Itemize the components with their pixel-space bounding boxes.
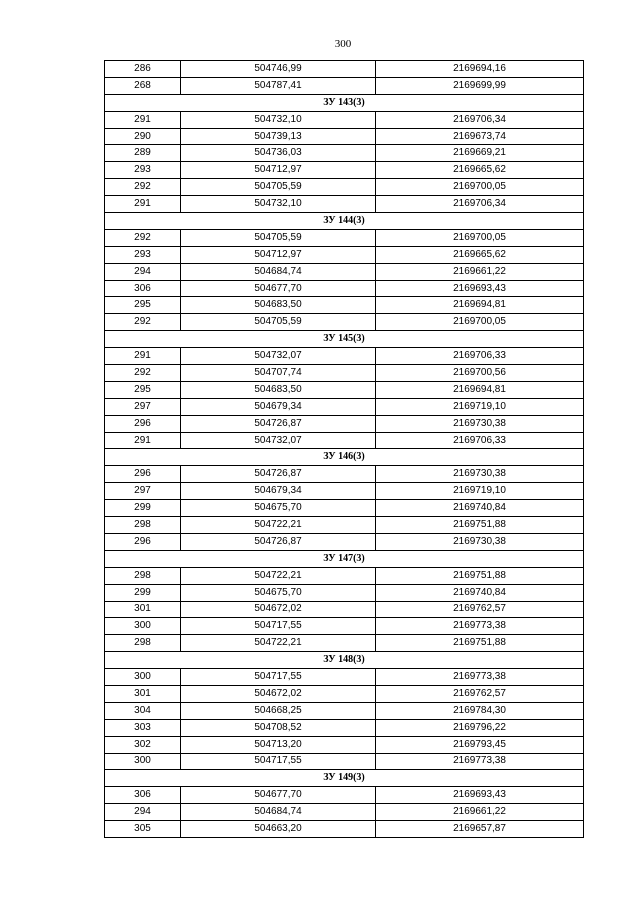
point-number-cell: 305 xyxy=(105,821,181,838)
point-number-cell: 298 xyxy=(105,635,181,652)
table-row xyxy=(105,500,584,517)
table-row xyxy=(105,145,584,162)
x-coordinate-cell: 504722,21 xyxy=(181,567,376,584)
table-row xyxy=(105,685,584,702)
point-number-cell: 300 xyxy=(105,669,181,686)
y-coordinate-cell: 2169669,21 xyxy=(376,145,584,162)
y-coordinate-cell: 2169694,16 xyxy=(376,61,584,78)
x-coordinate-cell: 504677,70 xyxy=(181,787,376,804)
point-number-cell: 298 xyxy=(105,567,181,584)
section-title: ЗУ 149(3) xyxy=(105,770,584,787)
x-coordinate-cell: 504739,13 xyxy=(181,128,376,145)
point-number-cell: 302 xyxy=(105,736,181,753)
point-number-cell: 291 xyxy=(105,432,181,449)
x-coordinate-cell: 504732,07 xyxy=(181,432,376,449)
table-row xyxy=(105,804,584,821)
y-coordinate-cell: 2169700,05 xyxy=(376,179,584,196)
point-number-cell: 293 xyxy=(105,162,181,179)
y-coordinate-cell: 2169751,88 xyxy=(376,517,584,534)
table-row xyxy=(105,61,584,78)
table-row xyxy=(105,229,584,246)
x-coordinate-cell: 504705,59 xyxy=(181,229,376,246)
point-number-cell: 292 xyxy=(105,314,181,331)
coordinates-table-body xyxy=(105,61,584,838)
x-coordinate-cell: 504679,34 xyxy=(181,398,376,415)
section-header-row xyxy=(105,449,584,466)
table-row xyxy=(105,314,584,331)
point-number-cell: 299 xyxy=(105,500,181,517)
x-coordinate-cell: 504717,55 xyxy=(181,618,376,635)
x-coordinate-cell: 504712,97 xyxy=(181,246,376,263)
point-number-cell: 294 xyxy=(105,804,181,821)
y-coordinate-cell: 2169665,62 xyxy=(376,246,584,263)
point-number-cell: 297 xyxy=(105,398,181,415)
point-number-cell: 303 xyxy=(105,719,181,736)
section-title: ЗУ 143(3) xyxy=(105,94,584,111)
point-number-cell: 297 xyxy=(105,483,181,500)
x-coordinate-cell: 504713,20 xyxy=(181,736,376,753)
table-row xyxy=(105,736,584,753)
x-coordinate-cell: 504712,97 xyxy=(181,162,376,179)
table-row xyxy=(105,398,584,415)
point-number-cell: 291 xyxy=(105,196,181,213)
point-number-cell: 291 xyxy=(105,348,181,365)
y-coordinate-cell: 2169762,57 xyxy=(376,685,584,702)
table-row xyxy=(105,719,584,736)
table-row xyxy=(105,533,584,550)
table-row xyxy=(105,483,584,500)
point-number-cell: 304 xyxy=(105,702,181,719)
y-coordinate-cell: 2169730,38 xyxy=(376,466,584,483)
x-coordinate-cell: 504726,87 xyxy=(181,415,376,432)
x-coordinate-cell: 504663,20 xyxy=(181,821,376,838)
table-row xyxy=(105,821,584,838)
section-title: ЗУ 147(3) xyxy=(105,550,584,567)
y-coordinate-cell: 2169773,38 xyxy=(376,753,584,770)
y-coordinate-cell: 2169693,43 xyxy=(376,787,584,804)
x-coordinate-cell: 504684,74 xyxy=(181,263,376,280)
x-coordinate-cell: 504708,52 xyxy=(181,719,376,736)
point-number-cell: 296 xyxy=(105,415,181,432)
y-coordinate-cell: 2169673,74 xyxy=(376,128,584,145)
table-row xyxy=(105,618,584,635)
table-row xyxy=(105,263,584,280)
table-row xyxy=(105,162,584,179)
table-row xyxy=(105,517,584,534)
x-coordinate-cell: 504679,34 xyxy=(181,483,376,500)
point-number-cell: 296 xyxy=(105,466,181,483)
x-coordinate-cell: 504683,50 xyxy=(181,381,376,398)
x-coordinate-cell: 504717,55 xyxy=(181,753,376,770)
section-header-row xyxy=(105,652,584,669)
y-coordinate-cell: 2169719,10 xyxy=(376,398,584,415)
y-coordinate-cell: 2169665,62 xyxy=(376,162,584,179)
y-coordinate-cell: 2169751,88 xyxy=(376,635,584,652)
y-coordinate-cell: 2169740,84 xyxy=(376,500,584,517)
section-title: ЗУ 146(3) xyxy=(105,449,584,466)
y-coordinate-cell: 2169796,22 xyxy=(376,719,584,736)
table-row xyxy=(105,179,584,196)
point-number-cell: 301 xyxy=(105,601,181,618)
y-coordinate-cell: 2169694,81 xyxy=(376,381,584,398)
point-number-cell: 299 xyxy=(105,584,181,601)
point-number-cell: 268 xyxy=(105,77,181,94)
x-coordinate-cell: 504732,07 xyxy=(181,348,376,365)
x-coordinate-cell: 504732,10 xyxy=(181,111,376,128)
x-coordinate-cell: 504672,02 xyxy=(181,685,376,702)
x-coordinate-cell: 504705,59 xyxy=(181,314,376,331)
table-row xyxy=(105,365,584,382)
x-coordinate-cell: 504746,99 xyxy=(181,61,376,78)
y-coordinate-cell: 2169693,43 xyxy=(376,280,584,297)
section-header-row xyxy=(105,94,584,111)
x-coordinate-cell: 504672,02 xyxy=(181,601,376,618)
y-coordinate-cell: 2169694,81 xyxy=(376,297,584,314)
x-coordinate-cell: 504677,70 xyxy=(181,280,376,297)
y-coordinate-cell: 2169730,38 xyxy=(376,415,584,432)
table-row xyxy=(105,111,584,128)
table-row xyxy=(105,584,584,601)
point-number-cell: 289 xyxy=(105,145,181,162)
point-number-cell: 292 xyxy=(105,365,181,382)
x-coordinate-cell: 504717,55 xyxy=(181,669,376,686)
table-row xyxy=(105,753,584,770)
x-coordinate-cell: 504722,21 xyxy=(181,635,376,652)
y-coordinate-cell: 2169793,45 xyxy=(376,736,584,753)
table-row xyxy=(105,635,584,652)
point-number-cell: 292 xyxy=(105,179,181,196)
x-coordinate-cell: 504726,87 xyxy=(181,533,376,550)
point-number-cell: 290 xyxy=(105,128,181,145)
y-coordinate-cell: 2169706,34 xyxy=(376,196,584,213)
y-coordinate-cell: 2169773,38 xyxy=(376,669,584,686)
table-row xyxy=(105,567,584,584)
x-coordinate-cell: 504675,70 xyxy=(181,500,376,517)
point-number-cell: 295 xyxy=(105,297,181,314)
table-row xyxy=(105,702,584,719)
point-number-cell: 301 xyxy=(105,685,181,702)
x-coordinate-cell: 504675,70 xyxy=(181,584,376,601)
table-row xyxy=(105,669,584,686)
x-coordinate-cell: 504705,59 xyxy=(181,179,376,196)
point-number-cell: 291 xyxy=(105,111,181,128)
y-coordinate-cell: 2169661,22 xyxy=(376,804,584,821)
table-row xyxy=(105,348,584,365)
point-number-cell: 294 xyxy=(105,263,181,280)
x-coordinate-cell: 504684,74 xyxy=(181,804,376,821)
x-coordinate-cell: 504732,10 xyxy=(181,196,376,213)
table-row xyxy=(105,77,584,94)
y-coordinate-cell: 2169700,05 xyxy=(376,229,584,246)
x-coordinate-cell: 504722,21 xyxy=(181,517,376,534)
table-row xyxy=(105,196,584,213)
x-coordinate-cell: 504707,74 xyxy=(181,365,376,382)
section-title: ЗУ 148(3) xyxy=(105,652,584,669)
point-number-cell: 292 xyxy=(105,229,181,246)
table-row xyxy=(105,601,584,618)
table-row xyxy=(105,128,584,145)
y-coordinate-cell: 2169706,33 xyxy=(376,348,584,365)
point-number-cell: 298 xyxy=(105,517,181,534)
y-coordinate-cell: 2169730,38 xyxy=(376,533,584,550)
page-number: 300 xyxy=(334,38,352,50)
y-coordinate-cell: 2169706,34 xyxy=(376,111,584,128)
y-coordinate-cell: 2169784,30 xyxy=(376,702,584,719)
table-row xyxy=(105,280,584,297)
point-number-cell: 300 xyxy=(105,618,181,635)
point-number-cell: 306 xyxy=(105,787,181,804)
table-row xyxy=(105,246,584,263)
section-title: ЗУ 144(3) xyxy=(105,213,584,230)
point-number-cell: 300 xyxy=(105,753,181,770)
table-row xyxy=(105,466,584,483)
table-row xyxy=(105,432,584,449)
y-coordinate-cell: 2169740,84 xyxy=(376,584,584,601)
section-title: ЗУ 145(3) xyxy=(105,331,584,348)
table-row xyxy=(105,787,584,804)
y-coordinate-cell: 2169719,10 xyxy=(376,483,584,500)
y-coordinate-cell: 2169706,33 xyxy=(376,432,584,449)
table-row xyxy=(105,297,584,314)
y-coordinate-cell: 2169700,56 xyxy=(376,365,584,382)
y-coordinate-cell: 2169751,88 xyxy=(376,567,584,584)
point-number-cell: 296 xyxy=(105,533,181,550)
y-coordinate-cell: 2169700,05 xyxy=(376,314,584,331)
point-number-cell: 295 xyxy=(105,381,181,398)
y-coordinate-cell: 2169762,57 xyxy=(376,601,584,618)
table-row xyxy=(105,415,584,432)
y-coordinate-cell: 2169773,38 xyxy=(376,618,584,635)
x-coordinate-cell: 504683,50 xyxy=(181,297,376,314)
x-coordinate-cell: 504787,41 xyxy=(181,77,376,94)
x-coordinate-cell: 504726,87 xyxy=(181,466,376,483)
coordinates-table xyxy=(104,60,584,838)
section-header-row xyxy=(105,550,584,567)
point-number-cell: 293 xyxy=(105,246,181,263)
y-coordinate-cell: 2169661,22 xyxy=(376,263,584,280)
y-coordinate-cell: 2169699,99 xyxy=(376,77,584,94)
x-coordinate-cell: 504736,03 xyxy=(181,145,376,162)
section-header-row xyxy=(105,213,584,230)
x-coordinate-cell: 504668,25 xyxy=(181,702,376,719)
section-header-row xyxy=(105,331,584,348)
point-number-cell: 286 xyxy=(105,61,181,78)
table-row xyxy=(105,381,584,398)
y-coordinate-cell: 2169657,87 xyxy=(376,821,584,838)
point-number-cell: 306 xyxy=(105,280,181,297)
section-header-row xyxy=(105,770,584,787)
